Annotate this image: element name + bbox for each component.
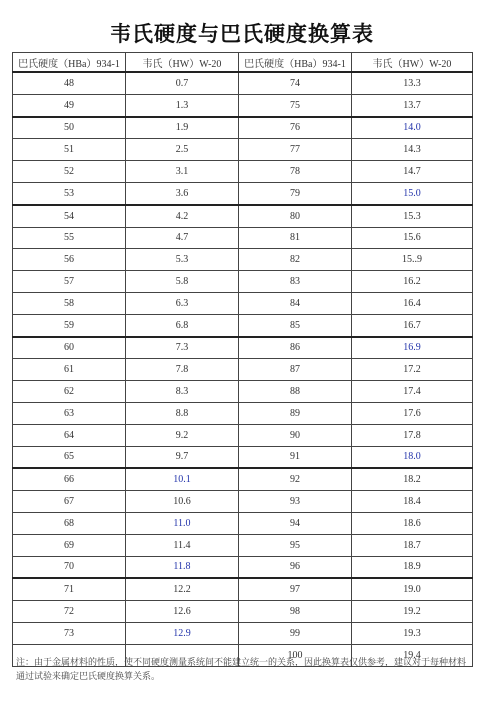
barcol-cell: 65 [13, 446, 126, 468]
table-row [13, 556, 473, 578]
header-barcol-2: 巴氏硬度（HBa）934-1 [239, 53, 352, 73]
barcol-cell: 61 [13, 359, 126, 381]
webster-cell: 17.2 [352, 359, 473, 381]
header-webster-1: 韦氏（HW）W-20 [126, 53, 239, 73]
barcol-cell: 71 [13, 578, 126, 600]
webster-cell: 16.7 [352, 314, 473, 336]
barcol-cell: 75 [239, 94, 352, 116]
table-row [13, 314, 473, 336]
barcol-cell: 97 [239, 578, 352, 600]
barcol-cell: 90 [239, 424, 352, 446]
webster-cell: 18.4 [352, 491, 473, 513]
webster-cell: 10.1 [126, 468, 239, 490]
barcol-cell: 99 [239, 622, 352, 644]
webster-cell: 4.2 [126, 205, 239, 227]
webster-cell: 15.0 [352, 182, 473, 204]
webster-cell: 19.3 [352, 622, 473, 644]
table-row [13, 182, 473, 204]
barcol-cell: 81 [239, 227, 352, 249]
table-row [13, 139, 473, 161]
table-row [13, 227, 473, 249]
webster-cell: 8.3 [126, 381, 239, 403]
barcol-cell: 80 [239, 205, 352, 227]
page-title: 韦氏硬度与巴氏硬度换算表 [110, 22, 374, 46]
table-row [13, 249, 473, 271]
webster-cell: 5.3 [126, 249, 239, 271]
webster-cell: 17.6 [352, 402, 473, 424]
webster-cell: 7.8 [126, 359, 239, 381]
webster-cell: 3.6 [126, 182, 239, 204]
header-barcol-1: 巴氏硬度（HBa）934-1 [13, 53, 126, 73]
table-row [13, 337, 473, 359]
barcol-cell: 59 [13, 314, 126, 336]
webster-cell: 15.3 [352, 205, 473, 227]
webster-cell: 6.3 [126, 292, 239, 314]
webster-cell: 18.2 [352, 468, 473, 490]
webster-cell: 7.3 [126, 337, 239, 359]
conversion-table [12, 52, 473, 667]
webster-cell: 2.5 [126, 139, 239, 161]
webster-cell: 1.3 [126, 94, 239, 116]
barcol-cell: 62 [13, 381, 126, 403]
webster-cell: 11.8 [126, 556, 239, 578]
barcol-cell: 67 [13, 491, 126, 513]
barcol-cell: 94 [239, 512, 352, 534]
barcol-cell: 69 [13, 534, 126, 556]
webster-cell: 15.6 [352, 227, 473, 249]
table-row [13, 161, 473, 183]
barcol-cell: 84 [239, 292, 352, 314]
barcol-cell: 50 [13, 117, 126, 139]
webster-cell: 17.8 [352, 424, 473, 446]
webster-cell: 5.8 [126, 271, 239, 293]
table-row [13, 446, 473, 468]
webster-cell: 19.0 [352, 578, 473, 600]
table-row [13, 381, 473, 403]
webster-cell: 11.4 [126, 534, 239, 556]
webster-cell: 9.7 [126, 446, 239, 468]
barcol-cell: 73 [13, 622, 126, 644]
webster-cell: 16.2 [352, 271, 473, 293]
webster-cell: 9.2 [126, 424, 239, 446]
barcol-cell: 98 [239, 601, 352, 623]
webster-cell: 18.0 [352, 446, 473, 468]
webster-cell: 12.6 [126, 601, 239, 623]
table-row [13, 205, 473, 227]
barcol-cell: 60 [13, 337, 126, 359]
table-row [13, 72, 473, 94]
barcol-cell: 72 [13, 601, 126, 623]
webster-cell: 18.6 [352, 512, 473, 534]
table-row [13, 468, 473, 490]
header-webster-2: 韦氏（HW）W-20 [352, 53, 473, 73]
table-row [13, 94, 473, 116]
webster-cell: 13.7 [352, 94, 473, 116]
table-row [13, 491, 473, 513]
webster-cell: 14.3 [352, 139, 473, 161]
barcol-cell: 74 [239, 72, 352, 94]
barcol-cell: 55 [13, 227, 126, 249]
barcol-cell: 66 [13, 468, 126, 490]
barcol-cell: 76 [239, 117, 352, 139]
webster-cell: 16.4 [352, 292, 473, 314]
barcol-cell: 83 [239, 271, 352, 293]
webster-cell: 17.4 [352, 381, 473, 403]
barcol-cell: 57 [13, 271, 126, 293]
barcol-cell: 56 [13, 249, 126, 271]
table-row [13, 424, 473, 446]
barcol-cell: 95 [239, 534, 352, 556]
webster-cell: 14.0 [352, 117, 473, 139]
table-row [13, 622, 473, 644]
webster-cell: 19.4 [352, 644, 473, 666]
webster-cell: 18.9 [352, 556, 473, 578]
webster-cell: 10.6 [126, 491, 239, 513]
webster-cell: 19.2 [352, 601, 473, 623]
barcol-cell: 87 [239, 359, 352, 381]
table-header-row [13, 53, 473, 73]
barcol-cell: 52 [13, 161, 126, 183]
table-row [13, 534, 473, 556]
table-row [13, 117, 473, 139]
barcol-cell: 51 [13, 139, 126, 161]
barcol-cell: 63 [13, 402, 126, 424]
table-body [13, 72, 473, 666]
barcol-cell: 48 [13, 72, 126, 94]
webster-cell: 16.9 [352, 337, 473, 359]
barcol-cell: 93 [239, 491, 352, 513]
webster-cell: 3.1 [126, 161, 239, 183]
webster-cell: 18.7 [352, 534, 473, 556]
webster-cell: 1.9 [126, 117, 239, 139]
barcol-cell: 78 [239, 161, 352, 183]
webster-cell: 6.8 [126, 314, 239, 336]
barcol-cell: 77 [239, 139, 352, 161]
table-row [13, 271, 473, 293]
barcol-cell: 88 [239, 381, 352, 403]
webster-cell: 13.3 [352, 72, 473, 94]
barcol-cell: 85 [239, 314, 352, 336]
table-row [13, 359, 473, 381]
webster-cell: 4.7 [126, 227, 239, 249]
webster-cell: 14.7 [352, 161, 473, 183]
webster-cell: 15..9 [352, 249, 473, 271]
table-row [13, 601, 473, 623]
barcol-cell: 64 [13, 424, 126, 446]
barcol-cell: 92 [239, 468, 352, 490]
barcol-cell: 70 [13, 556, 126, 578]
webster-cell: 12.2 [126, 578, 239, 600]
barcol-cell: 91 [239, 446, 352, 468]
barcol-cell: 49 [13, 94, 126, 116]
webster-cell: 12.9 [126, 622, 239, 644]
footnote: 注：由于金属材料的性质，使不同硬度测量系统间不能建立统一的关系，因此换算表仅供参考，建议对于每种材料通过试验来确定巴氏硬度换算关系。 [16, 658, 467, 682]
table-row [13, 292, 473, 314]
barcol-cell: 79 [239, 182, 352, 204]
barcol-cell: 100 [239, 644, 352, 666]
barcol-cell: 58 [13, 292, 126, 314]
barcol-cell: 86 [239, 337, 352, 359]
table-row [13, 402, 473, 424]
table-row [13, 578, 473, 600]
barcol-cell: 96 [239, 556, 352, 578]
barcol-cell: 89 [239, 402, 352, 424]
webster-cell: 0.7 [126, 72, 239, 94]
barcol-cell: 53 [13, 182, 126, 204]
webster-cell: 11.0 [126, 512, 239, 534]
barcol-cell: 82 [239, 249, 352, 271]
barcol-cell: 68 [13, 512, 126, 534]
webster-cell: 8.8 [126, 402, 239, 424]
barcol-cell: 54 [13, 205, 126, 227]
table-row [13, 512, 473, 534]
